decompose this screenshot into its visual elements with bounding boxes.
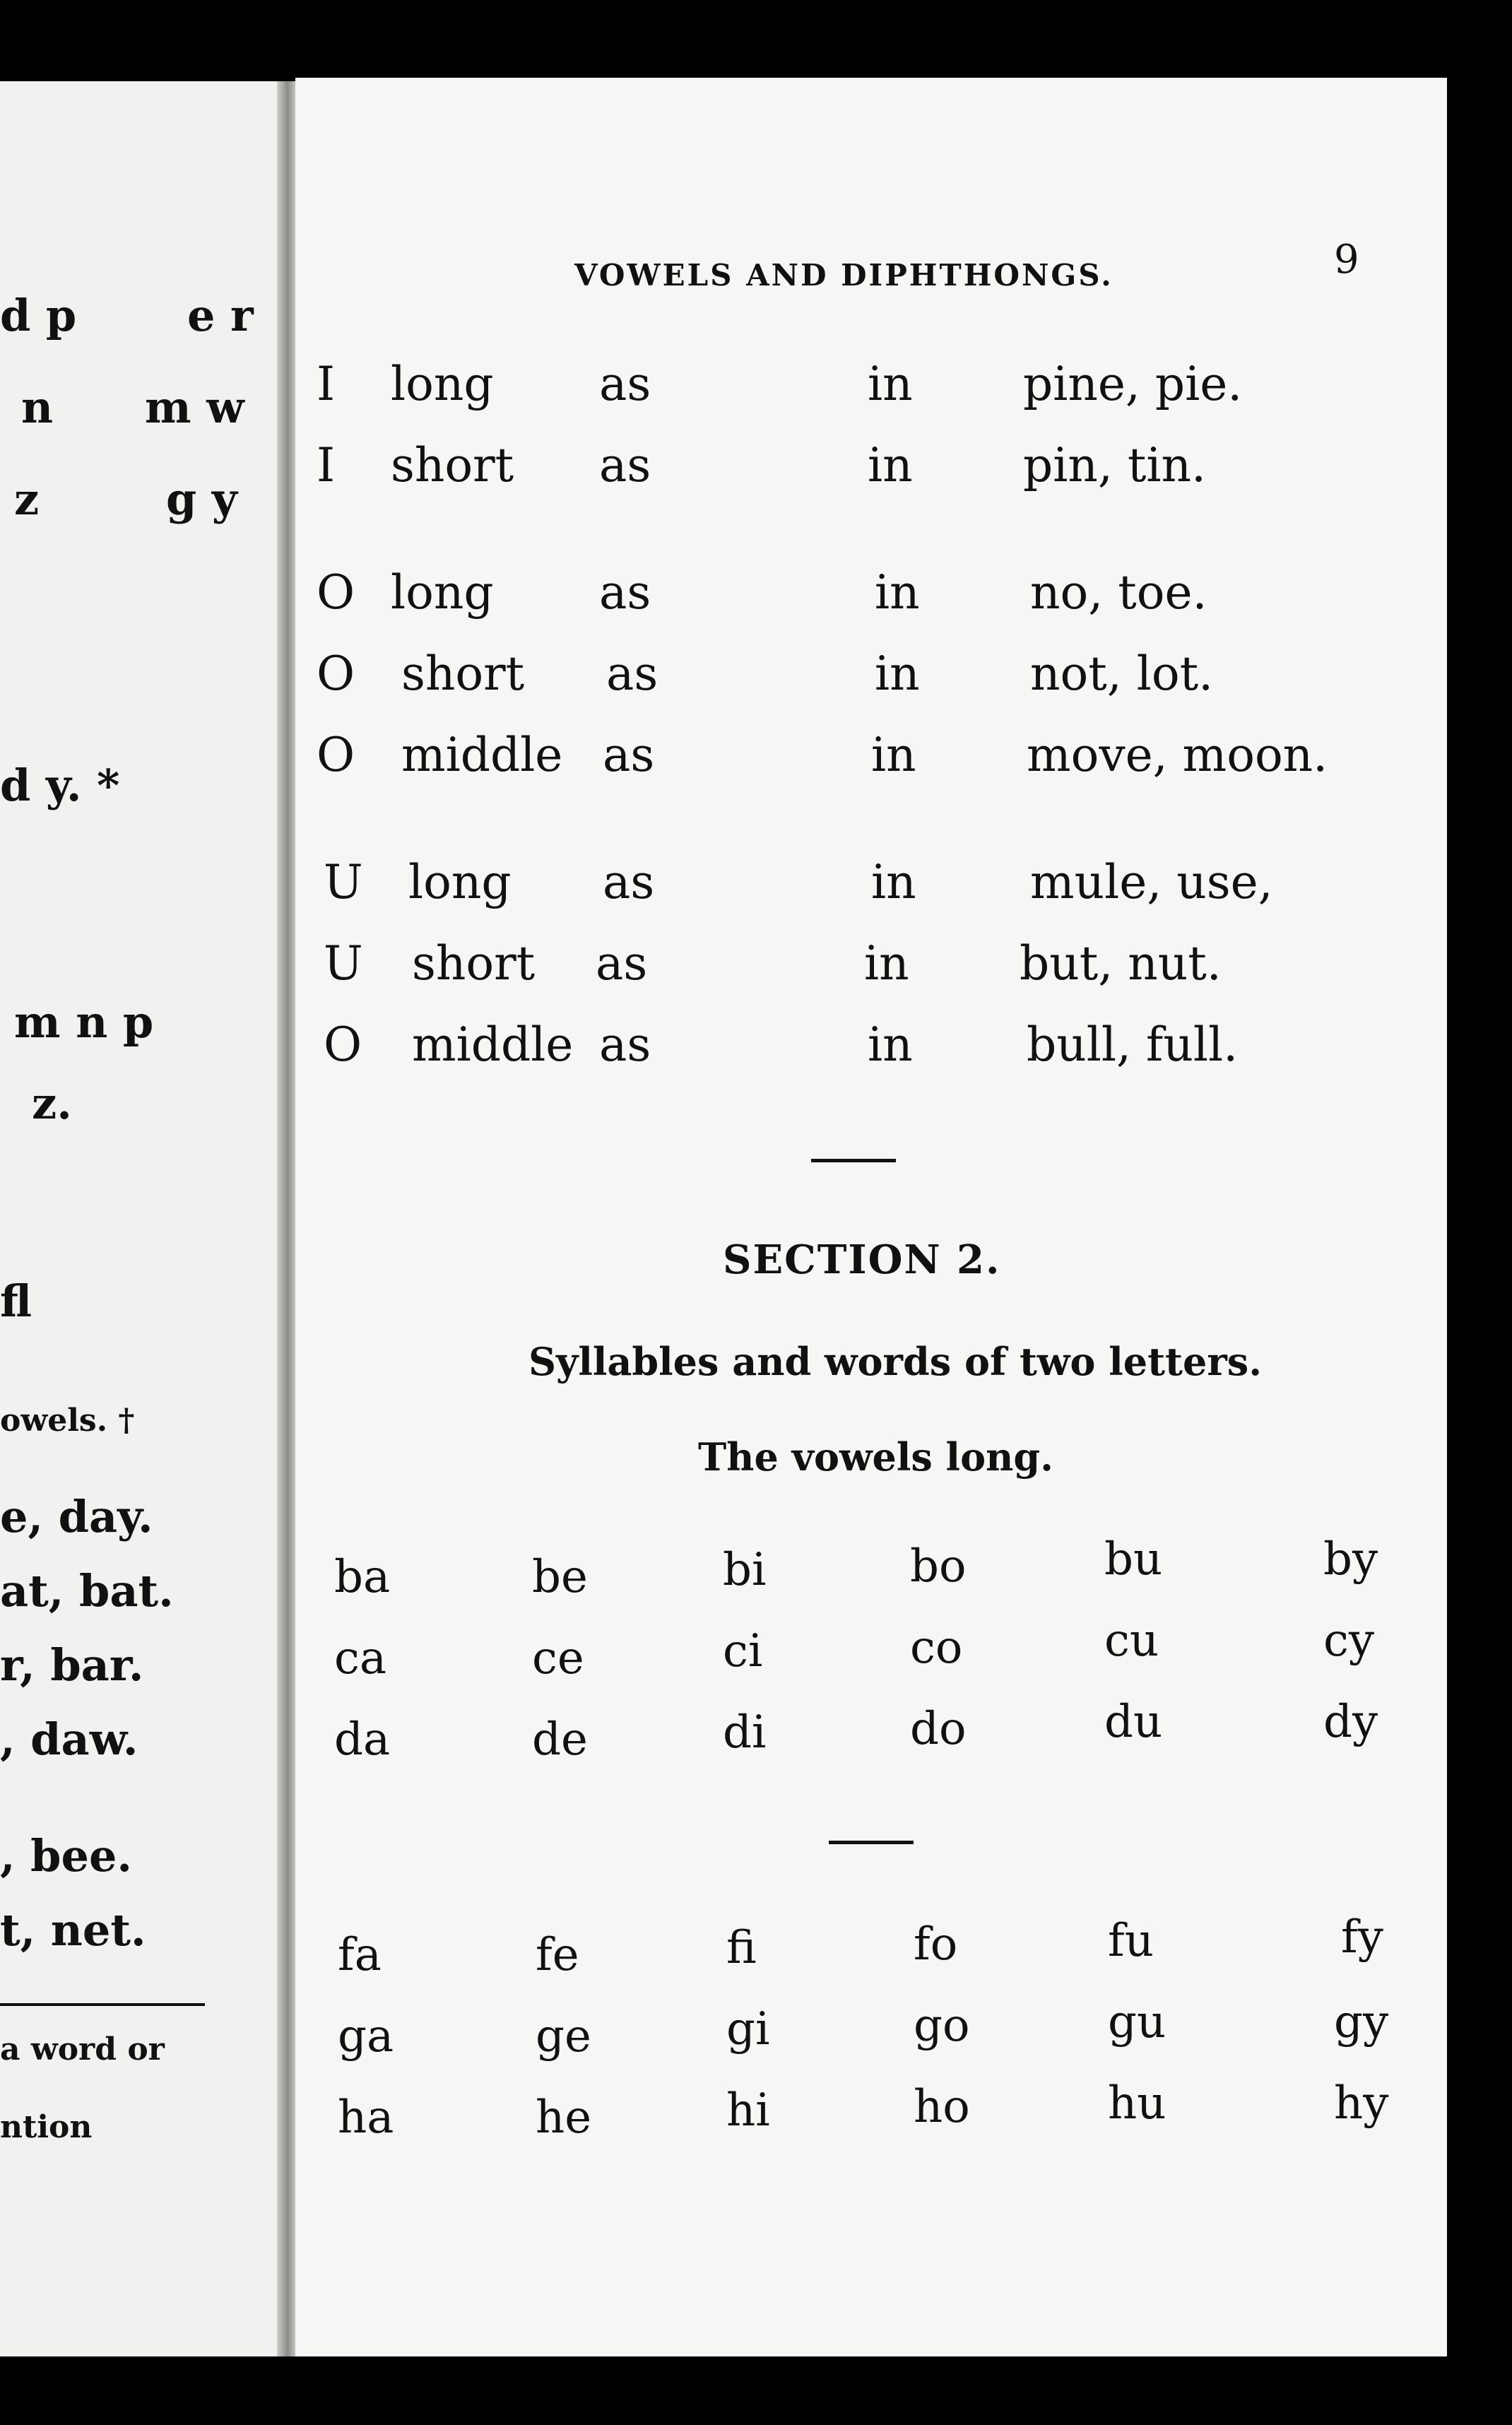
syllable: hy: [1334, 2077, 1389, 2130]
syllable: fu: [1108, 1915, 1154, 1967]
in-word: in: [868, 438, 913, 492]
in-word: in: [868, 357, 913, 411]
syllable: ha: [338, 2091, 394, 2144]
syllable: be: [532, 1551, 588, 1603]
syllable: fa: [338, 1929, 382, 1981]
as-word: as: [606, 647, 658, 701]
left-line: m w: [145, 382, 244, 433]
section-divider: [811, 1159, 896, 1162]
vowel-letter: U: [324, 855, 363, 909]
syllable: ce: [532, 1632, 584, 1684]
section-subtitle: Syllables and words of two letters.: [528, 1339, 1262, 1384]
syllable: cy: [1323, 1615, 1374, 1667]
left-line: z.: [32, 1078, 72, 1129]
left-line: owels. †: [0, 1403, 135, 1439]
syllable: fi: [726, 1922, 757, 1974]
vowel-letter: O: [317, 647, 355, 701]
left-line: n: [21, 382, 54, 433]
syllable: da: [334, 1713, 391, 1766]
running-header: VOWELS AND DIPHTHONGS.: [574, 258, 1114, 293]
as-word: as: [599, 438, 651, 492]
syllable: fo: [914, 1918, 958, 1971]
left-line: d p: [0, 290, 77, 341]
syllable: hu: [1108, 2077, 1167, 2130]
left-line: e, day.: [0, 1491, 153, 1542]
left-line: at, bat.: [0, 1565, 174, 1617]
block-divider: [829, 1841, 914, 1844]
page-number: 9: [1334, 237, 1359, 283]
vowel-letter: I: [317, 438, 336, 492]
vowel-kind: long: [391, 565, 494, 620]
left-line: , daw.: [0, 1713, 138, 1765]
syllable: he: [536, 2091, 592, 2144]
vowel-examples: bull, full.: [1027, 1017, 1239, 1072]
syllable: bu: [1104, 1533, 1163, 1586]
vowel-letter: O: [317, 565, 355, 620]
vowel-examples: mule, use,: [1030, 855, 1273, 909]
syllable: hi: [726, 2084, 770, 2137]
vowel-examples: pine, pie.: [1023, 357, 1243, 411]
as-word: as: [596, 936, 648, 991]
footnote-line: ntion: [0, 2109, 93, 2145]
vowel-kind: middle: [412, 1017, 574, 1072]
section-subtitle-2: The vowels long.: [698, 1434, 1053, 1480]
syllable: go: [914, 2000, 970, 2052]
syllable: ho: [914, 2081, 970, 2133]
vowel-letter: I: [317, 357, 336, 411]
vowel-examples: but, nut.: [1020, 936, 1222, 991]
left-line: t, net.: [0, 1904, 146, 1956]
in-word: in: [875, 647, 920, 701]
vowel-kind: long: [408, 855, 512, 909]
syllable: ga: [338, 2010, 394, 2063]
left-line: m n p: [14, 996, 154, 1048]
as-word: as: [603, 728, 655, 782]
footnote-rule: [0, 2003, 205, 2006]
syllable: by: [1323, 1533, 1378, 1586]
syllable: de: [532, 1713, 588, 1766]
syllable: ci: [723, 1625, 763, 1677]
syllable: ca: [334, 1632, 386, 1684]
left-line: , bee.: [0, 1830, 132, 1882]
in-word: in: [871, 728, 916, 782]
as-word: as: [599, 357, 651, 411]
vowel-examples: no, toe.: [1030, 565, 1207, 620]
vowel-letter: U: [324, 936, 363, 991]
syllable: gy: [1334, 1996, 1389, 2048]
vowel-kind: long: [391, 357, 494, 411]
in-word: in: [871, 855, 916, 909]
vowel-examples: pin, tin.: [1023, 438, 1206, 492]
vowel-examples: move, moon.: [1027, 728, 1328, 782]
left-line: r, bar.: [0, 1639, 144, 1691]
syllable: gi: [726, 2003, 770, 2055]
left-line: g y: [166, 473, 237, 525]
left-line: z: [14, 473, 40, 525]
in-word: in: [875, 565, 920, 620]
syllable: gu: [1108, 1996, 1167, 2048]
in-word: in: [868, 1017, 913, 1072]
syllable: fy: [1341, 1911, 1383, 1964]
as-word: as: [599, 565, 651, 620]
section-title: SECTION 2.: [723, 1237, 1001, 1283]
vowel-examples: not, lot.: [1030, 647, 1214, 701]
syllable: du: [1104, 1696, 1163, 1748]
syllable: co: [910, 1622, 963, 1674]
vowel-kind: short: [391, 438, 514, 492]
left-line: d y. *: [0, 760, 120, 811]
syllable: fe: [536, 1929, 579, 1981]
syllable: bi: [723, 1544, 767, 1596]
vowel-kind: middle: [401, 728, 563, 782]
syllable: ba: [334, 1551, 391, 1603]
left-line: fl: [0, 1275, 33, 1327]
syllable: dy: [1323, 1696, 1378, 1748]
vowel-letter: O: [317, 728, 355, 782]
as-word: as: [599, 1017, 651, 1072]
syllable: cu: [1104, 1615, 1159, 1667]
in-word: in: [864, 936, 909, 991]
left-line: e r: [187, 290, 254, 341]
right-page: [295, 78, 1447, 2356]
syllable: ge: [536, 2010, 591, 2063]
vowel-letter: O: [324, 1017, 362, 1072]
syllable: di: [723, 1706, 767, 1759]
vowel-kind: short: [401, 647, 525, 701]
footnote-line: a word or: [0, 2031, 165, 2067]
vowel-kind: short: [412, 936, 536, 991]
left-page: [0, 81, 290, 2356]
syllable: bo: [910, 1540, 967, 1593]
syllable: do: [910, 1703, 967, 1755]
as-word: as: [603, 855, 655, 909]
